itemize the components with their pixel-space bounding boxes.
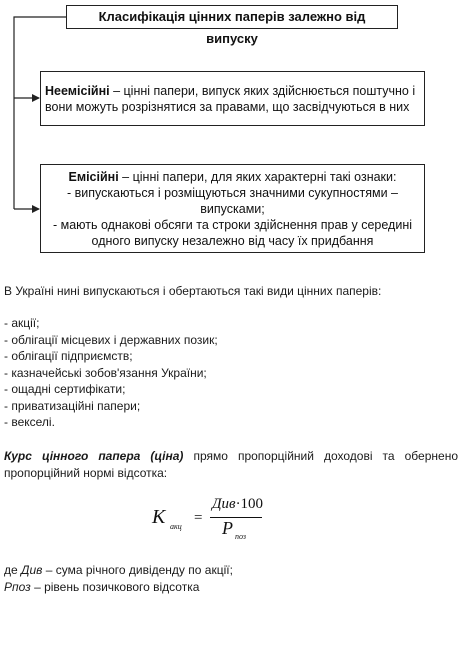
list-item: - ощадні сертифікати; <box>4 382 126 396</box>
intro-text: В Україні нині випускаються і обертаються такі види цінних паперів: <box>4 284 382 298</box>
definition-dividend-text: – сума річного дивіденду по акції; <box>42 563 233 577</box>
diagram-title: Класифікація цінних паперів залежно від випуску <box>98 9 366 46</box>
definition-interest-text: – рівень позичкового відсотка <box>30 579 200 594</box>
non-emission-line-2: вони можуть розрізнятися за правами, що засвідчуються в них <box>45 99 410 114</box>
list-item: - облігації підприємств; <box>4 349 133 363</box>
classification-diagram <box>0 0 464 260</box>
price-paragraph <box>4 448 458 481</box>
emission-box <box>40 164 425 253</box>
definition-prefix: де <box>4 563 22 577</box>
formula-lhs: К <box>152 506 166 528</box>
formula-numerator-factor: ·100 <box>235 496 264 512</box>
price-term: Курс цінного папера (ціна) <box>4 449 184 463</box>
emission-line-1: – цінні папери, для яких характерні такі ознаки: <box>118 170 397 184</box>
definition-dividend-term: Див <box>21 563 43 577</box>
formula-definitions <box>4 562 458 595</box>
emission-line-2: - випускаються і розміщуються значними сукупностями – <box>66 186 399 200</box>
definition-dividend <box>4 562 458 579</box>
list-item: - облігації місцевих і державних позик; <box>4 332 218 347</box>
formula-fraction-bar <box>210 517 262 518</box>
emission-line-3: випусками; <box>200 202 265 216</box>
definition-interest <box>4 579 458 596</box>
formula-denominator: Р <box>222 518 233 538</box>
emission-line-4: - мають однакові обсяги та строки здійснення прав у середині <box>52 218 413 232</box>
formula-numerator-variable: Див <box>212 496 236 512</box>
emission-term: Емісійні <box>68 170 119 184</box>
emission-line-5: одного випуску незалежно від часу їх придбання <box>91 234 374 248</box>
formula-numerator <box>212 496 263 513</box>
list-item: - приватизаційні папери; <box>4 398 141 413</box>
securities-list <box>4 315 458 431</box>
price-paragraph-rest: прямо пропорційний доходові та обернено пропорційний нормі відсотка: <box>4 449 458 480</box>
formula-denominator-subscript: поз <box>235 532 247 541</box>
diagram-title-box <box>66 5 398 46</box>
list-item: - акції; <box>4 316 40 330</box>
formula-equals: = <box>194 510 203 526</box>
list-item: - векселі. <box>4 415 55 429</box>
formula-lhs-subscript: акц <box>170 522 182 531</box>
non-emission-box <box>40 71 425 126</box>
non-emission-line-1: – цінні папери, випуск яких здійснюється поштучно і <box>109 83 416 98</box>
list-item: - казначейські зобов'язання України; <box>4 365 207 380</box>
price-formula <box>152 494 272 542</box>
non-emission-term: Неемісійні <box>45 83 110 98</box>
definition-interest-term: Рпоз <box>4 579 31 594</box>
